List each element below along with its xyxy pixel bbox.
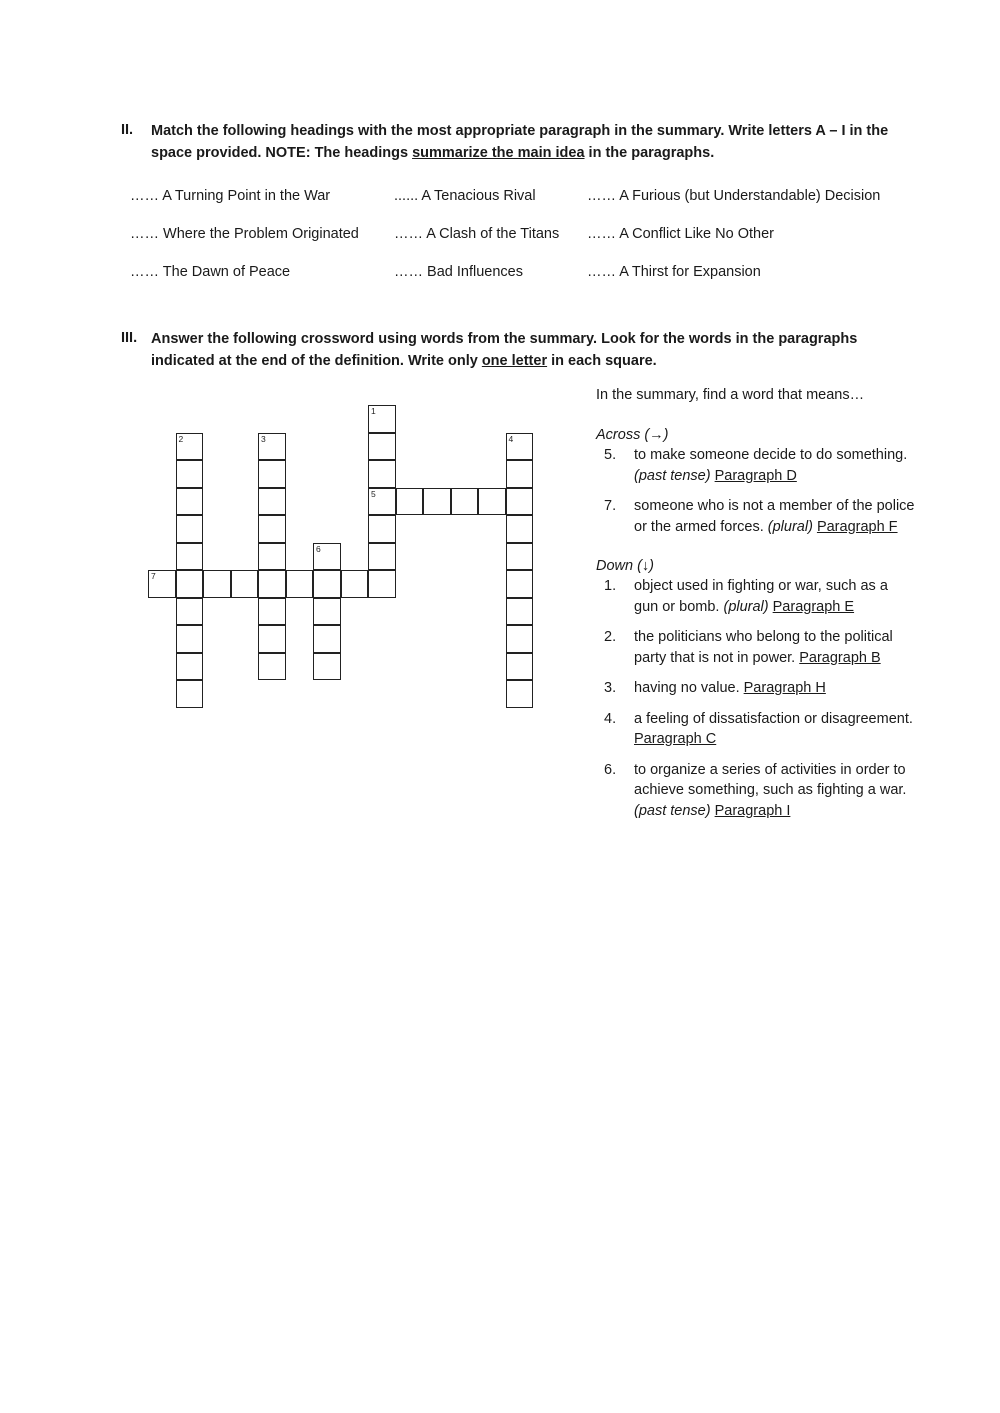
crossword-cell[interactable] (176, 460, 204, 488)
crossword-cell[interactable] (368, 460, 396, 488)
crossword-cell[interactable] (258, 460, 286, 488)
crossword-cell[interactable] (506, 433, 534, 461)
clue-note: (plural) (767, 518, 813, 535)
clue-number: 6. (604, 761, 617, 778)
heading-item[interactable]: ...... A Tenacious Rival (394, 188, 536, 204)
crossword-cell[interactable] (368, 515, 396, 543)
clue-text (634, 627, 916, 668)
crossword-cell[interactable] (506, 543, 534, 571)
crossword-cell[interactable] (506, 680, 534, 708)
crossword-cell[interactable] (258, 543, 286, 571)
crossword-cell[interactable] (258, 433, 286, 461)
section-2-text-a: Match the following headings with the most appropriate paragraph in the summary. Write letters A – I in the space provided. NOTE: The headings (151, 123, 889, 161)
crossword-cell[interactable] (368, 405, 396, 433)
clue-item (596, 627, 916, 668)
crossword-clue-number: 2 (178, 433, 184, 444)
clue-number: 2. (604, 629, 617, 645)
clues-intro: In the summary, find a word that means… (596, 387, 865, 403)
crossword-cell[interactable] (176, 625, 204, 653)
crossword-cell[interactable] (176, 515, 204, 543)
crossword-cell[interactable] (313, 598, 341, 626)
heading-item[interactable]: …… A Clash of the Titans (394, 226, 560, 242)
crossword-cell[interactable] (423, 488, 451, 516)
heading-item[interactable]: …… A Turning Point in the War (130, 188, 331, 204)
crossword-cell[interactable] (506, 460, 534, 488)
crossword-cell[interactable] (148, 570, 176, 598)
crossword-cell[interactable] (313, 625, 341, 653)
section-3-number: III. (121, 330, 138, 346)
clue-paragraph-ref: Paragraph I (714, 802, 791, 819)
heading-item[interactable]: …… A Thirst for Expansion (587, 264, 761, 280)
crossword-cell[interactable] (341, 570, 369, 598)
clue-paragraph-ref: Paragraph D (714, 467, 797, 484)
crossword-cell[interactable] (258, 488, 286, 516)
clue-text (634, 496, 916, 537)
clue-text (634, 678, 916, 699)
clue-definition: having no value. (634, 680, 744, 696)
crossword-cell[interactable] (451, 488, 479, 516)
clue-item (596, 576, 916, 617)
section-3-text-underlined: one letter (481, 353, 548, 369)
crossword-cell[interactable] (203, 570, 231, 598)
crossword-cell[interactable] (368, 433, 396, 461)
crossword-cell[interactable] (176, 680, 204, 708)
clue-item (596, 709, 916, 750)
crossword-cell[interactable] (176, 488, 204, 516)
clue-number: 4. (604, 710, 617, 727)
across-clues (596, 445, 916, 537)
clue-note: (past tense) (634, 467, 711, 484)
clue-text (634, 576, 916, 617)
clue-note: (past tense) (634, 802, 711, 819)
crossword-cell[interactable] (258, 625, 286, 653)
crossword-clue-number: 1 (371, 406, 376, 416)
clue-text (634, 445, 916, 486)
clue-paragraph-ref: Paragraph F (816, 518, 898, 535)
section-2-number: II. (121, 122, 134, 138)
down-clues (596, 576, 916, 821)
crossword-cell[interactable] (313, 543, 341, 571)
clue-paragraph-ref: Paragraph H (743, 680, 826, 696)
clue-definition: the politicians who belong to the political party that is not in power. (634, 629, 893, 666)
crossword-cell[interactable] (176, 653, 204, 681)
crossword-cell[interactable] (478, 488, 506, 516)
clue-definition: to organize a series of activities in order to achieve something, such as fighting a war. (634, 761, 907, 798)
crossword-cell[interactable] (506, 653, 534, 681)
crossword-cell[interactable] (313, 653, 341, 681)
crossword-cell[interactable] (368, 543, 396, 571)
clues-panel (596, 384, 916, 831)
crossword-cell[interactable] (258, 570, 286, 598)
crossword-clue-number: 6 (316, 543, 321, 554)
clue-number: 7. (604, 498, 617, 514)
clue-text (634, 760, 916, 822)
crossword-cell[interactable] (258, 515, 286, 543)
clue-definition: someone who is not a member of the police or the armed forces. (634, 498, 915, 535)
clue-text (634, 709, 916, 750)
crossword-cell[interactable] (176, 598, 204, 626)
crossword-cell[interactable] (368, 488, 396, 516)
clue-number: 1. (604, 578, 617, 594)
clue-definition: to make someone decide to do something. (634, 447, 908, 463)
crossword-cell[interactable] (231, 570, 259, 598)
crossword-cell[interactable] (506, 598, 534, 626)
down-label: Down (↓) (596, 558, 655, 574)
crossword-clue-number: 4 (508, 433, 514, 444)
section-2-text-b: in the paragraphs. (584, 145, 715, 161)
clue-item (596, 760, 916, 822)
crossword-cell[interactable] (176, 543, 204, 571)
heading-item[interactable]: …… Bad Influences (394, 264, 523, 280)
heading-item[interactable]: …… A Furious (but Understandable) Decision (587, 188, 881, 204)
crossword-cell[interactable] (176, 570, 204, 598)
clue-note: (plural) (723, 598, 769, 615)
clue-paragraph-ref: Paragraph C (634, 731, 717, 747)
heading-item[interactable]: …… Where the Problem Originated (130, 226, 359, 242)
clue-item (596, 496, 916, 537)
section-3-text-a: Answer the following crossword using words from the summary. Look for the words in the paragraphs indicated at the end of the definition. Write only (151, 331, 858, 369)
heading-item[interactable]: …… The Dawn of Peace (130, 264, 291, 280)
clue-number: 5. (604, 447, 617, 463)
clue-item (596, 678, 916, 699)
crossword-clue-number: 3 (261, 433, 266, 444)
clue-paragraph-ref: Paragraph E (772, 598, 855, 615)
crossword-cell[interactable] (506, 625, 534, 653)
crossword-cell[interactable] (258, 598, 286, 626)
section-2-text-underlined: summarize the main idea (412, 145, 585, 161)
crossword-cell[interactable] (506, 570, 534, 598)
crossword-clue-number: 5 (371, 488, 376, 499)
clue-definition: a feeling of dissatisfaction or disagreement. (634, 710, 913, 727)
heading-item[interactable]: …… A Conflict Like No Other (587, 226, 774, 242)
clue-item (596, 445, 916, 486)
clue-paragraph-ref: Paragraph B (799, 649, 881, 666)
clue-number: 3. (604, 680, 617, 696)
crossword-clue-number: 7 (151, 571, 156, 581)
crossword-cell[interactable] (506, 488, 534, 516)
crossword-cell[interactable] (313, 570, 341, 598)
across-label: Across (→) (596, 427, 669, 443)
crossword-cell[interactable] (286, 570, 314, 598)
section-3-text-b: in each square. (547, 353, 657, 369)
crossword-cell[interactable] (396, 488, 424, 516)
clue-definition: object used in fighting or war, such as a gun or bomb. (634, 578, 888, 615)
crossword-cell[interactable] (368, 570, 396, 598)
crossword-cell[interactable] (176, 433, 204, 461)
crossword-cell[interactable] (506, 515, 534, 543)
crossword-cell[interactable] (258, 653, 286, 681)
